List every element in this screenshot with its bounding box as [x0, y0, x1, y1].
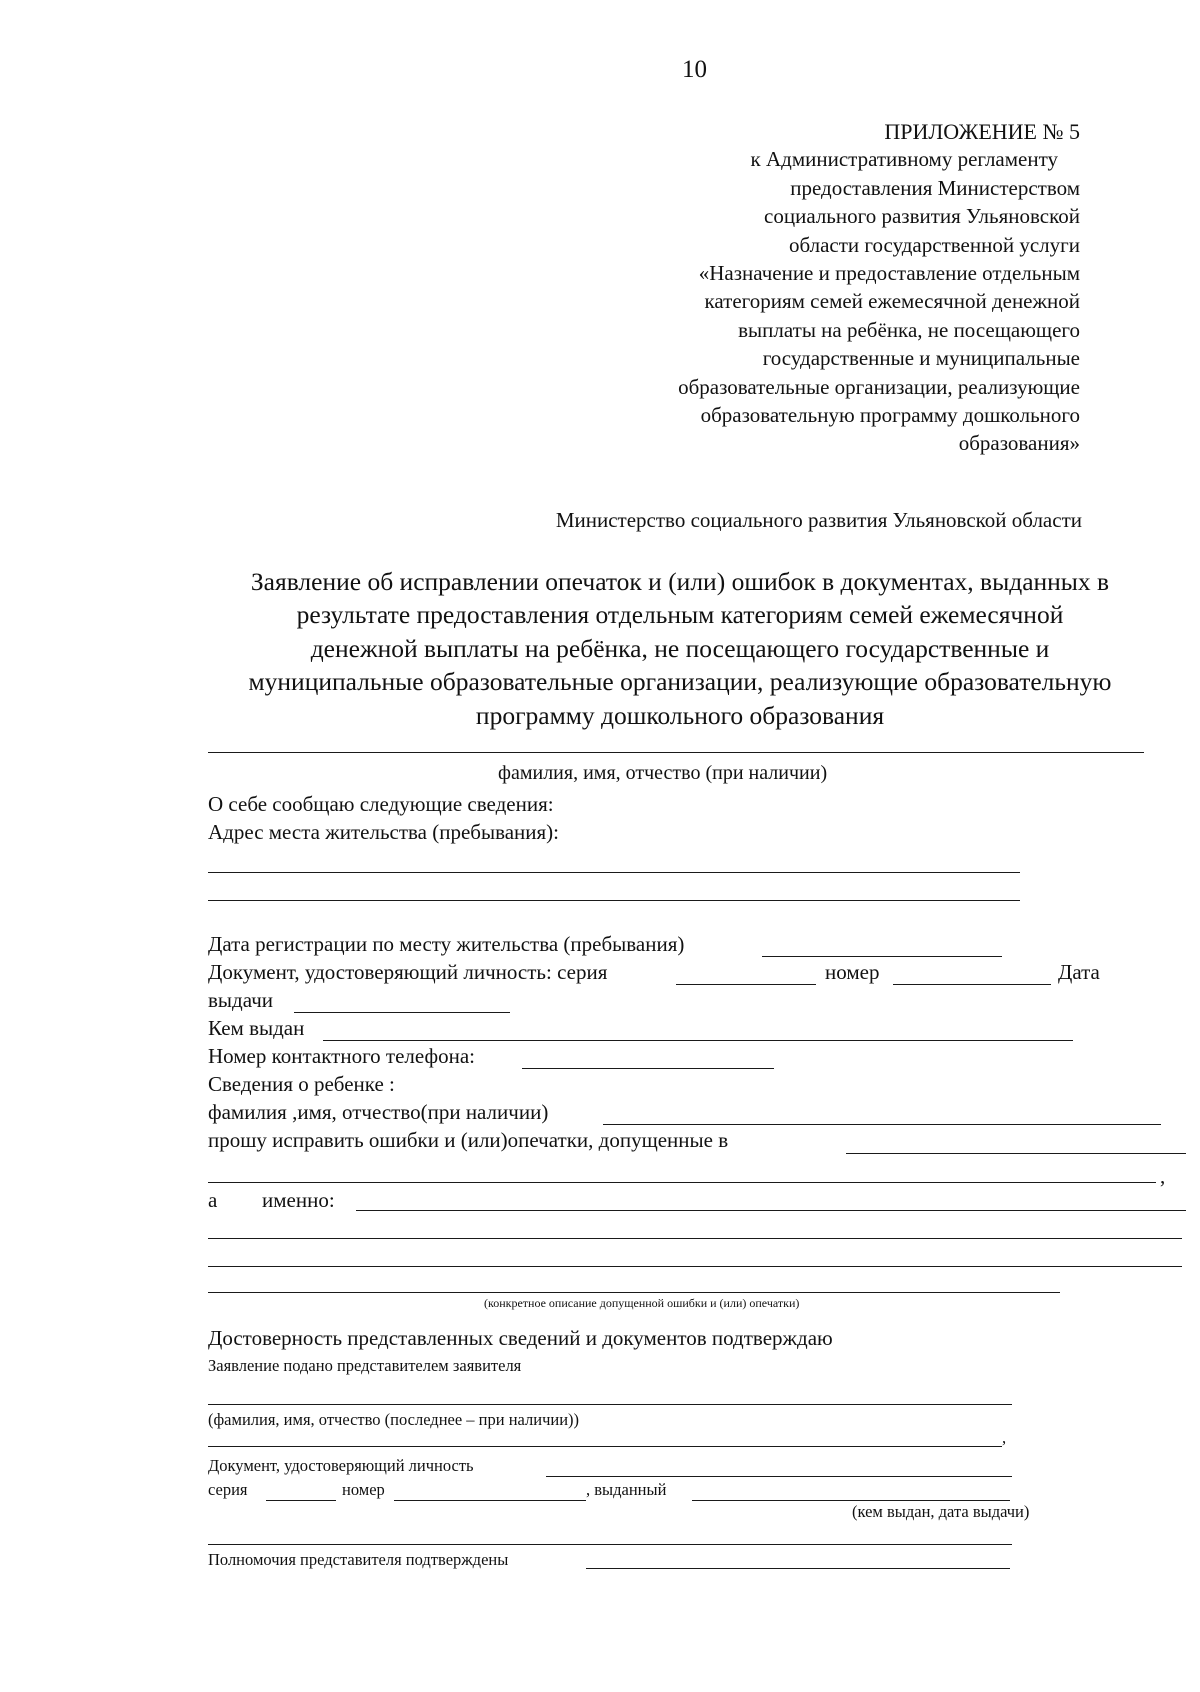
reg-date-field[interactable]	[762, 956, 1002, 957]
appendix-line: образовательные организации, реализующие	[678, 374, 1080, 399]
appendix-line: «Назначение и предоставление отдельным	[698, 261, 1080, 286]
issued-by-label: Кем выдан	[208, 1016, 305, 1040]
appendix-line: категориям семей ежемесячной денежной	[704, 289, 1080, 314]
namely-label: именно:	[262, 1188, 335, 1212]
id-doc-label: Документ, удостоверяющий личность: серия	[208, 960, 608, 984]
issue-date-field[interactable]	[294, 1012, 510, 1013]
rep-comma: ,	[1002, 1428, 1007, 1447]
about-self-label: О себе сообщаю следующие сведения:	[208, 792, 554, 816]
title-line: программу дошкольного образования	[475, 700, 885, 730]
appendix-title: ПРИЛОЖЕНИЕ № 5	[884, 119, 1080, 144]
appendix-line: государственные и муниципальные	[762, 346, 1080, 371]
child-fio-field[interactable]	[603, 1124, 1161, 1125]
authority-extra-field[interactable]	[208, 1544, 1012, 1545]
request-comma: ,	[1160, 1164, 1166, 1188]
appendix-line: выплаты на ребёнка, не посещающего	[738, 317, 1080, 342]
document-title	[175, 565, 1185, 732]
authority-field[interactable]	[586, 1568, 1010, 1569]
rep-fio-caption: (фамилия, имя, отчество (последнее – при наличии))	[208, 1410, 580, 1429]
date-label: Дата	[1058, 960, 1100, 984]
error-desc-field-1[interactable]	[356, 1210, 1186, 1211]
fio-caption: фамилия, имя, отчество (при наличии)	[498, 762, 828, 784]
title-line: результате предоставления отдельным категориям семей ежемесячной	[296, 600, 1064, 630]
issue-label: выдачи	[208, 988, 273, 1012]
request-label: прошу исправить ошибки и (или)опечатки, допущенные в	[208, 1128, 729, 1152]
issued-by-field[interactable]	[323, 1040, 1073, 1041]
rep-number-field[interactable]	[394, 1500, 586, 1501]
appendix-line: предоставления Министерством	[790, 175, 1080, 200]
number-label: номер	[825, 960, 880, 984]
page-number: 10	[682, 56, 707, 83]
error-desc-field-2[interactable]	[208, 1238, 1182, 1239]
address-field-2[interactable]	[208, 900, 1020, 901]
phone-label: Номер контактного телефона:	[208, 1044, 475, 1068]
appendix-line: образовательную программу дошкольного	[700, 403, 1080, 428]
addressee: Министерство социального развития Ульяновской области	[555, 508, 1082, 532]
appendix-line: области государственной услуги	[788, 232, 1080, 257]
id-series-field[interactable]	[676, 984, 816, 985]
appendix-line: образования»	[958, 431, 1080, 456]
authority-label: Полномочия представителя подтверждены	[208, 1550, 509, 1569]
rep-issued-field[interactable]	[692, 1500, 1010, 1501]
title-line: денежной выплаты на ребёнка, не посещающего государственные и	[310, 633, 1050, 663]
a-label: а	[208, 1188, 218, 1212]
id-number-field[interactable]	[893, 984, 1051, 985]
error-caption: (конкретное описание допущенной ошибки и (или) опечатки)	[484, 1296, 800, 1310]
error-desc-field-4[interactable]	[208, 1292, 1060, 1293]
rep-series-field[interactable]	[266, 1500, 336, 1501]
rep-doc-label: Документ, удостоверяющий личность	[208, 1456, 474, 1475]
child-fio-label: фамилия ,имя, отчество(при наличии)	[208, 1100, 549, 1124]
address-field-1[interactable]	[208, 872, 1020, 873]
title-line: Заявление об исправлении опечаток и (или) ошибок в документах, выданных в	[250, 567, 1110, 596]
issued-label: , выданный	[586, 1480, 667, 1499]
title-line: муниципальные образовательные организации, реализующие образовательную	[248, 667, 1112, 697]
address-label: Адрес места жительства (пребывания):	[208, 820, 560, 844]
appendix-line: социального развития Ульяновской	[764, 204, 1080, 229]
phone-field[interactable]	[522, 1068, 774, 1069]
applicant-fio-field[interactable]	[208, 752, 1144, 753]
series-label: серия	[208, 1480, 248, 1499]
rep-number-label: номер	[342, 1480, 385, 1499]
rep-doc-field[interactable]	[546, 1476, 1012, 1477]
appendix-block	[678, 118, 1080, 458]
child-label: Сведения о ребенке :	[208, 1072, 395, 1096]
rep-label: Заявление подано представителем заявителя	[208, 1356, 522, 1375]
reg-date-label: Дата регистрации по месту жительства (пребывания)	[208, 932, 685, 956]
confirm-label: Достоверность представленных сведений и документов подтверждаю	[208, 1326, 833, 1350]
appendix-line: к Административному регламенту	[750, 147, 1058, 172]
error-desc-field-3[interactable]	[208, 1266, 1182, 1267]
request-field-2[interactable]	[208, 1182, 1156, 1183]
rep-extra-field[interactable]	[208, 1446, 1002, 1447]
request-field-1[interactable]	[846, 1153, 1186, 1154]
rep-fio-field[interactable]	[208, 1404, 1012, 1405]
issued-caption: (кем выдан, дата выдачи)	[852, 1502, 1030, 1521]
